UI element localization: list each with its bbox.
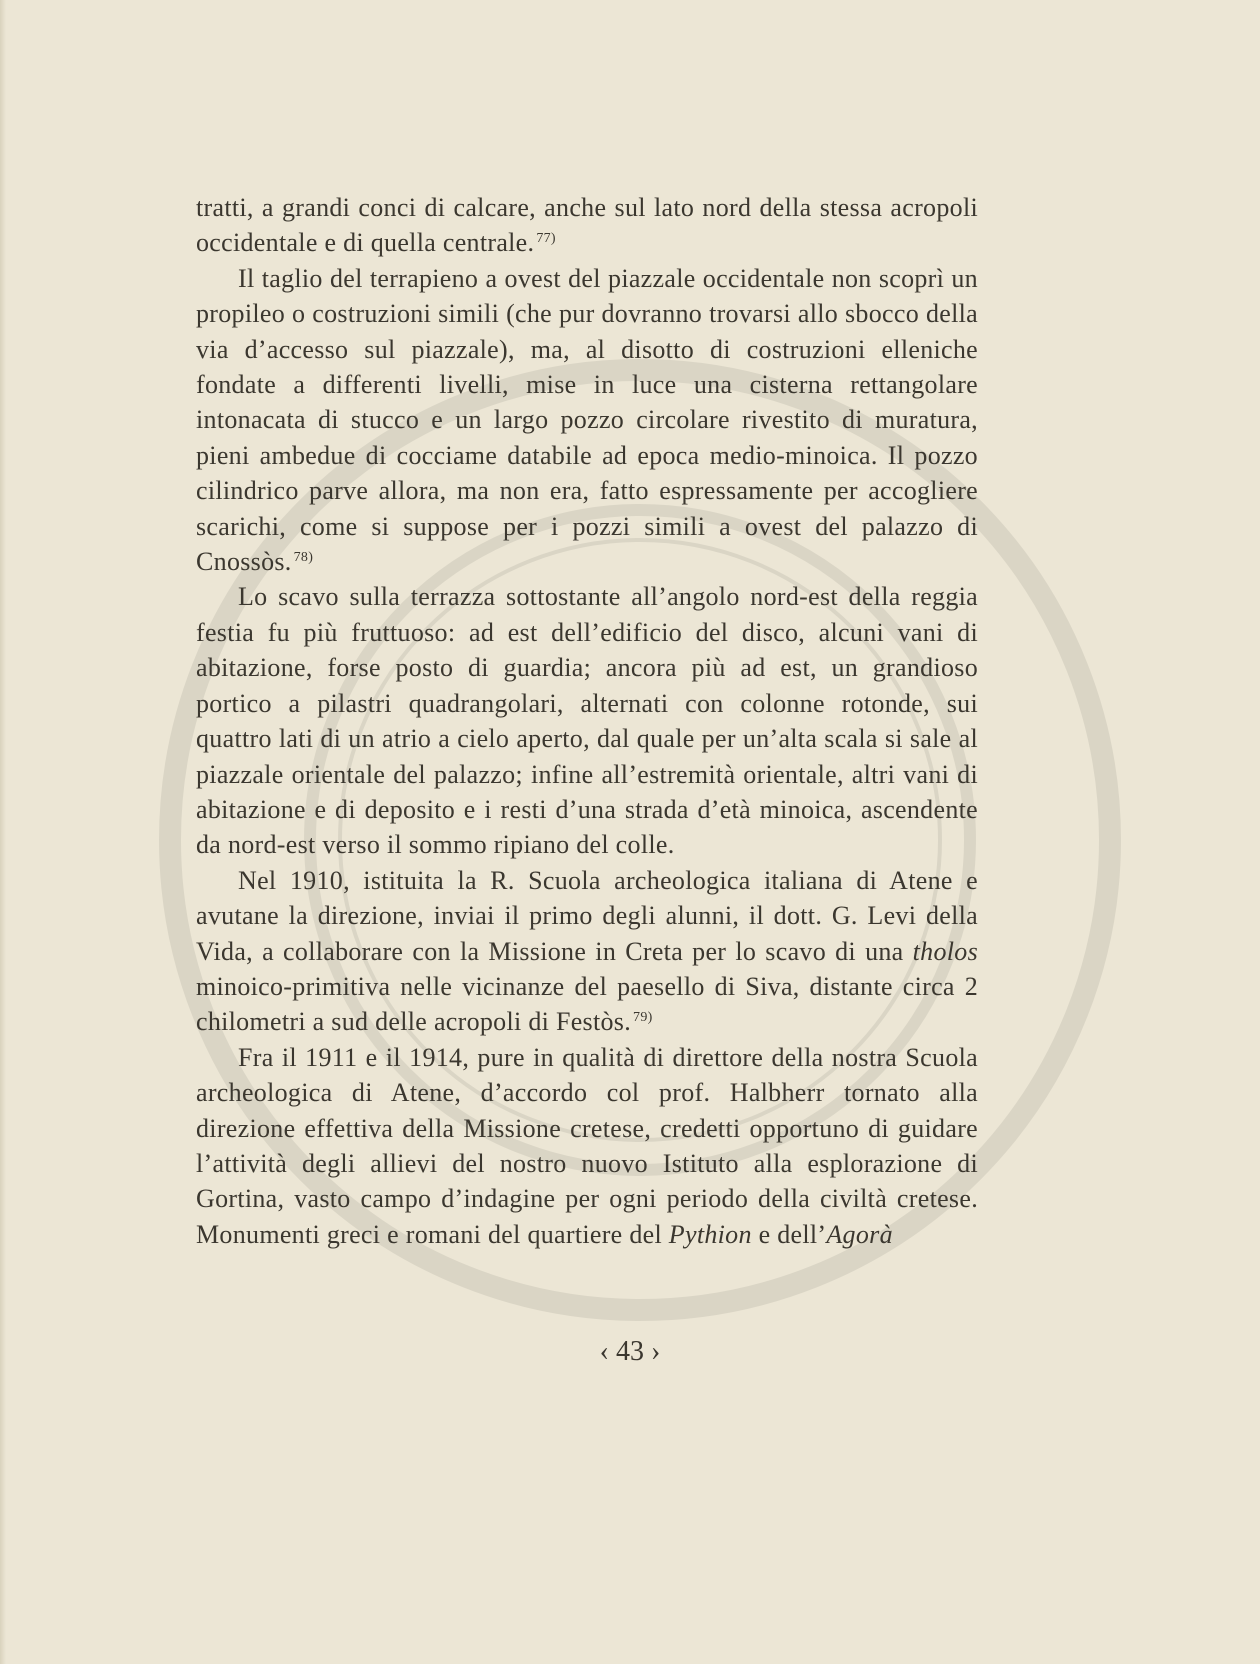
page-number-ornament-left: ‹ — [599, 1336, 616, 1367]
italic-term: Pythion — [668, 1219, 752, 1249]
paragraph — [196, 190, 978, 261]
italic-term: tholos — [912, 936, 978, 966]
footnote-marker: 77) — [536, 231, 556, 247]
paragraph-text: Nel 1910, istituita la R. Scuola archeologica italiana di Atene e avutane la direzione, inviai il primo degli alunni, il dott. G. Levi della Vida, a collaborare con la Missione in Creta per lo scavo di una — [196, 865, 978, 966]
italic-term: Agorà — [826, 1219, 893, 1249]
page-number-ornament-right: › — [644, 1336, 661, 1367]
paragraph-text: Lo scavo sulla terrazza sottostante all’angolo nord-est della reggia festia fu più fruttuoso: ad est dell’edificio del disco, alcuni vani di abitazione, forse posto di guardia; ancora più ad est, un grandioso portico a pilastri quadrangolari, alternati con colonne rotonde, sui quattro lati di un atrio a cielo aperto, dal quale per un’alta scala si sale al piazzale orientale del palazzo; infine all’estremità orientale, altri vani di abitazione e di deposito e i resti d’una strada d’età minoica, ascendente da nord-est verso il sommo ripiano del colle. — [196, 582, 978, 860]
paragraph-text: e dell’ — [751, 1219, 827, 1249]
paragraph-text: Fra il 1911 e il 1914, pure in qualità di direttore della nostra Scuola archeologica di Atene, d’accordo col prof. Halbherr tornato alla direzione effettiva della Missione cretese, credetti opportuno di guidare l’attività degli allievi del nostro nuovo Istituto alla esplorazione di Gortina, vasto campo d’indagine per ogni periodo della civiltà cretese. Monumenti greci e romani del quartiere del — [196, 1042, 978, 1249]
paragraph — [196, 1040, 978, 1252]
page-number — [0, 1336, 1260, 1368]
footnote-marker: 78) — [293, 550, 314, 566]
paragraph — [196, 261, 978, 580]
paragraph-text: tratti, a grandi conci di calcare, anche sul lato nord della stessa acropoli occidentale e di quella centrale. — [196, 193, 978, 258]
page-number-value: 43 — [616, 1336, 644, 1367]
paragraph-text: Il taglio del terrapieno a ovest del piazzale occidentale non scoprì un propileo o costruzioni simili (che pur dovranno trovarsi allo sbocco della via d’accesso sul piazzale), ma, al disotto di costruzioni elleniche fondate a differenti livelli, mise in luce una cisterna rettangolare intonacata di stucco e un largo pozzo circolare rivestito di muratura, pieni ambedue di cocciame databile ad epoca medio-minoica. Il pozzo cilindrico parve allora, ma non era, fatto espressamente per accogliere scarichi, come si suppose per i pozzi simili a ovest del palazzo di Cnossòs. — [196, 263, 978, 577]
footnote-marker: 79) — [633, 1010, 653, 1026]
page-binding-edge — [0, 0, 6, 1664]
paragraph — [196, 863, 978, 1040]
paragraph-text: minoico-primitiva nelle vicinanze del paesello di Siva, distante circa 2 chilometri a sud delle acropoli di Festòs. — [196, 971, 978, 1037]
paragraph — [196, 579, 978, 862]
body-text — [196, 190, 978, 1252]
